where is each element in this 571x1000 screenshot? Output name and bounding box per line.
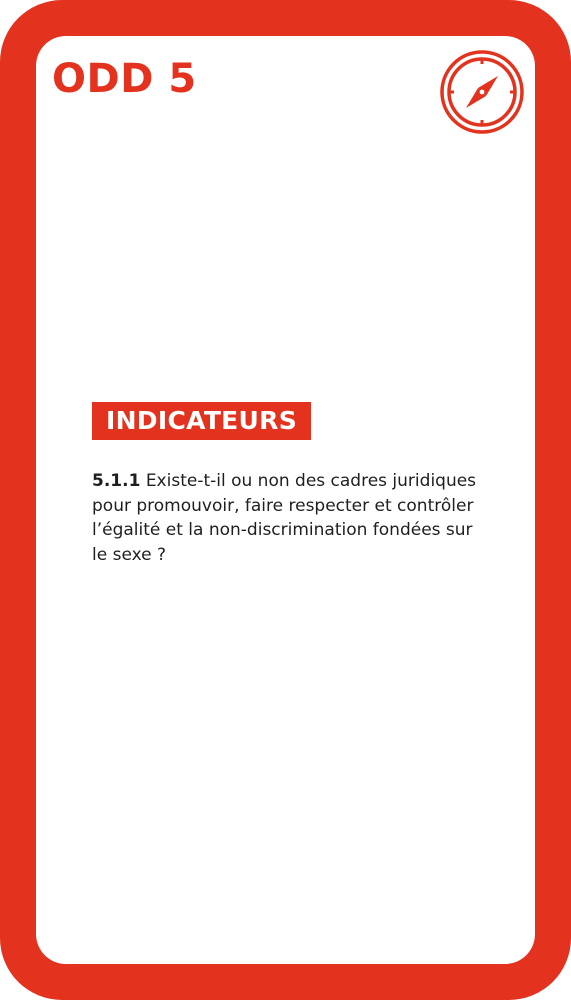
section-label-indicateurs: INDICATEURS: [92, 402, 311, 440]
indicator-code: 5.1.1: [92, 471, 141, 491]
card-title: ODD 5: [52, 56, 197, 102]
indicator-description: Existe-t-il ou non des cadres juridiques pour promouvoir, faire respecter et contrôler l’égalité et la non-discrimination fondées sur le sexe ?: [92, 471, 477, 565]
compass-icon: [440, 50, 524, 134]
indicator-text: [92, 469, 480, 567]
